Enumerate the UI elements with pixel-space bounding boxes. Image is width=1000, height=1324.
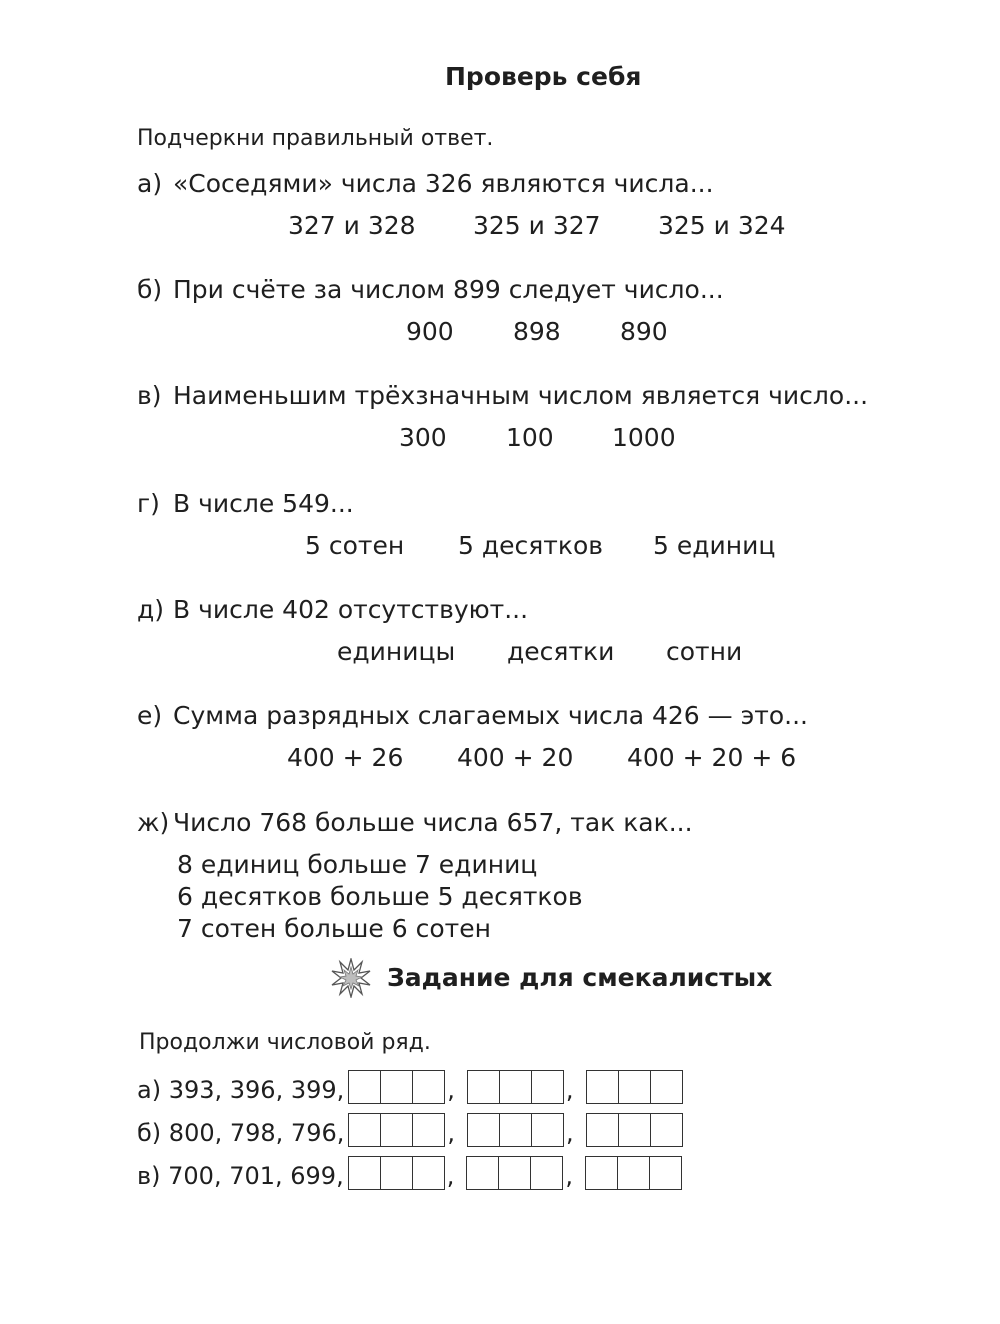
comma: ,	[565, 1162, 573, 1190]
option: единицы	[337, 637, 456, 666]
sequence-lead: в) 700, 701, 699,	[137, 1162, 344, 1190]
bonus-instruction: Продолжи числовой ряд.	[139, 1030, 431, 1055]
sequence-lead: а) 393, 396, 399,	[137, 1076, 345, 1104]
question-label: е)	[137, 701, 163, 730]
answer-box[interactable]	[586, 1070, 683, 1104]
instruction: Подчеркни правильный ответ.	[137, 126, 494, 151]
question-text: Наименьшим трёхзначным числом является число...	[173, 381, 869, 410]
starburst-icon	[331, 958, 371, 1002]
question-a	[137, 169, 714, 198]
option: 100	[506, 423, 554, 452]
option: 5 сотен	[305, 531, 405, 560]
sequence-lead: б) 800, 798, 796,	[137, 1119, 345, 1147]
question-v	[137, 381, 868, 410]
option: 400 + 20 + 6	[627, 743, 797, 772]
sequence-row	[137, 1068, 683, 1104]
question-label: в)	[137, 381, 162, 410]
answer-box[interactable]	[467, 1113, 564, 1147]
option: 1000	[612, 423, 676, 452]
answer-box[interactable]	[585, 1156, 682, 1190]
option: 325 и 327	[473, 211, 601, 240]
page-title: Проверь себя	[445, 62, 642, 91]
sequence-row	[137, 1154, 682, 1190]
question-label: д)	[137, 595, 165, 624]
question-text: «Соседями» числа 326 являются числа...	[173, 169, 714, 198]
option: 5 десятков	[458, 531, 603, 560]
option: 898	[513, 317, 561, 346]
sequence-row	[137, 1111, 683, 1147]
option: 325 и 324	[658, 211, 786, 240]
question-text: В числе 402 отсутствуют...	[173, 595, 529, 624]
comma: ,	[446, 1162, 455, 1190]
option: 327 и 328	[288, 211, 416, 240]
answer-box[interactable]	[348, 1156, 445, 1190]
comma: ,	[566, 1119, 574, 1147]
question-text: Сумма разрядных слагаемых числа 426 — это...	[173, 701, 808, 730]
comma: ,	[447, 1119, 456, 1147]
option: 300	[399, 423, 447, 452]
option: десятки	[507, 637, 615, 666]
comma: ,	[447, 1076, 455, 1104]
option: 890	[620, 317, 668, 346]
question-g	[137, 489, 354, 518]
answer-box[interactable]	[348, 1070, 445, 1104]
question-label: г)	[137, 489, 160, 518]
option: 400 + 20	[457, 743, 574, 772]
option: 6 десятков больше 5 десятков	[177, 882, 583, 911]
answer-box[interactable]	[467, 1070, 564, 1104]
answer-box[interactable]	[466, 1156, 563, 1190]
option: 900	[406, 317, 454, 346]
option: сотни	[666, 637, 743, 666]
question-text: Число 768 больше числа 657, так как...	[173, 808, 693, 837]
answer-box[interactable]	[586, 1113, 683, 1147]
question-b	[137, 275, 724, 304]
option: 7 сотен больше 6 сотен	[177, 914, 491, 943]
question-label: б)	[137, 275, 163, 304]
question-text: При счёте за числом 899 следует число...	[173, 275, 724, 304]
answer-box[interactable]	[348, 1113, 445, 1147]
question-text: В числе 549...	[173, 489, 354, 518]
question-label: ж)	[137, 808, 170, 837]
question-d	[137, 595, 528, 624]
option: 8 единиц больше 7 единиц	[177, 850, 538, 879]
bonus-title: Задание для смекалистых	[387, 963, 773, 992]
question-e	[137, 701, 808, 730]
question-label: а)	[137, 169, 163, 198]
question-zh	[137, 808, 693, 837]
comma: ,	[565, 1076, 574, 1104]
option: 5 единиц	[653, 531, 776, 560]
option: 400 + 26	[287, 743, 404, 772]
